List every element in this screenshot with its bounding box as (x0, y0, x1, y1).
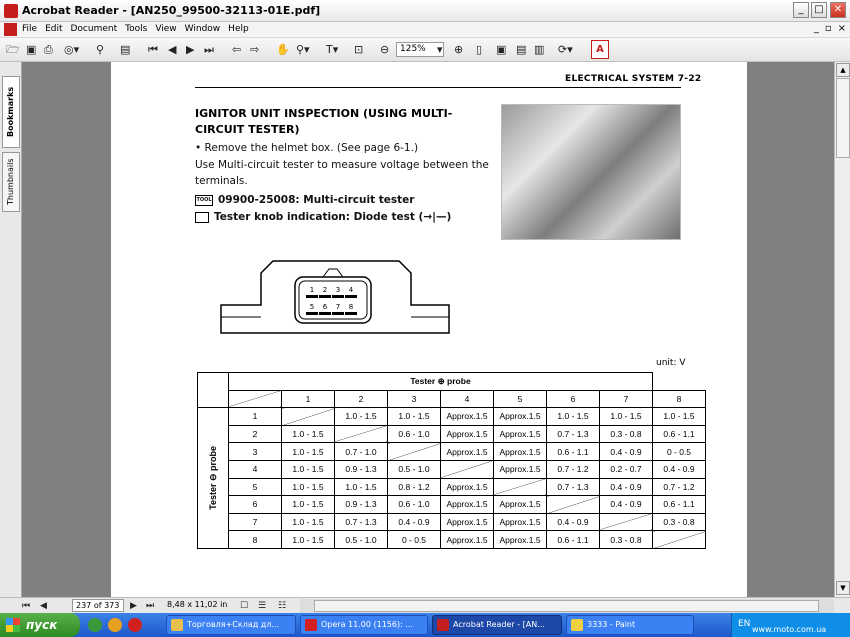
row-header: 5 (229, 478, 282, 496)
adobe-logo-icon[interactable]: A (591, 40, 609, 59)
navigation-panel (0, 62, 22, 597)
table-cell: Approx.1.5 (494, 531, 547, 549)
table-cell: 0.4 - 0.9 (653, 460, 706, 478)
table-cell: Approx.1.5 (494, 443, 547, 461)
scroll-down-icon[interactable]: ▼ (836, 581, 850, 595)
app-icon (171, 619, 183, 631)
table-cell: 0.3 - 0.8 (653, 513, 706, 531)
table-cell: 0.7 - 1.2 (653, 478, 706, 496)
column-header: 7 (600, 390, 653, 408)
table-diagonal-corner (229, 390, 282, 408)
table-cell: 1.0 - 1.5 (282, 531, 335, 549)
title-bar (0, 0, 850, 22)
table-cell: 0.2 - 0.7 (600, 460, 653, 478)
table-row (198, 425, 706, 443)
prev-page-icon[interactable]: ◀ (168, 43, 177, 56)
zoom-field[interactable]: 125% (396, 42, 444, 57)
table-cell (388, 443, 441, 461)
table-cell: 0 - 0.5 (388, 531, 441, 549)
acrobat-task-icon (437, 619, 449, 631)
table-cell: 0.4 - 0.9 (547, 513, 600, 531)
single-page-icon[interactable]: ☐ (240, 601, 249, 611)
column-header: 4 (441, 390, 494, 408)
table-cell: 0.7 - 1.3 (547, 478, 600, 496)
row-header: 8 (229, 531, 282, 549)
minimize-button[interactable]: _ (793, 2, 809, 18)
column-header: 3 (388, 390, 441, 408)
scroll-up-icon[interactable]: ▲ (836, 63, 850, 77)
table-cell: 1.0 - 1.5 (282, 443, 335, 461)
header-rule (195, 87, 681, 88)
table-cell: 1.0 - 1.5 (600, 408, 653, 426)
table-cell: 0.6 - 1.1 (547, 443, 600, 461)
menu-file[interactable]: File (22, 24, 38, 34)
zoom-dropdown-icon[interactable]: ▾ (437, 43, 443, 56)
snapshot-icon[interactable]: ⊡ (354, 43, 364, 56)
vertical-scrollbar[interactable] (834, 62, 850, 597)
column-header: 6 (547, 390, 600, 408)
opera-icon[interactable] (128, 618, 142, 632)
row-header: 2 (229, 425, 282, 443)
zoom-in-icon[interactable]: ⊕ (454, 43, 464, 56)
page-header: ELECTRICAL SYSTEM 7-22 (565, 74, 702, 84)
table-cell: 0.7 - 1.3 (335, 513, 388, 531)
table-cell: Approx.1.5 (494, 513, 547, 531)
menu-bar (0, 22, 850, 38)
doc-minimize-button[interactable]: _ (813, 23, 819, 34)
row-header: 7 (229, 513, 282, 531)
rotate-icon[interactable]: ⟳▾ (558, 43, 573, 56)
table-cell: 0.3 - 0.8 (600, 425, 653, 443)
window-title: Acrobat Reader - [AN250_99500-32113-01E.pdf] (22, 4, 321, 17)
table-cell (600, 513, 653, 531)
table-cell: 1.0 - 1.5 (335, 478, 388, 496)
menu-help[interactable]: Help (228, 24, 249, 34)
instruction-bullet: • Remove the helmet box. (See page 6-1.) (195, 142, 419, 154)
table-cell: Approx.1.5 (494, 460, 547, 478)
table-row (198, 496, 706, 514)
table-cell (282, 408, 335, 426)
knob-text: Tester knob indication: Diode test ( (214, 211, 424, 223)
open-icon[interactable]: 🗁 (6, 43, 20, 56)
table-cell: 0.6 - 1.1 (547, 531, 600, 549)
opera-task-icon (305, 619, 317, 631)
fit-width-icon[interactable]: ▤ (516, 43, 527, 56)
actual-size-icon[interactable]: ▯ (476, 43, 483, 56)
start-button[interactable] (0, 613, 80, 637)
table-row (198, 443, 706, 461)
table-cell (494, 478, 547, 496)
menu-window[interactable]: Window (184, 24, 221, 34)
horizontal-scrollbar[interactable] (300, 599, 834, 613)
instruction-paragraph: Use Multi-circuit tester to measure voltage between the terminals. (195, 159, 489, 187)
tool-line (195, 192, 414, 208)
tool-icon: TOOL (195, 195, 213, 206)
task-opera[interactable] (300, 615, 428, 635)
paint-icon (571, 619, 583, 631)
table-cell: 0.4 - 0.9 (388, 513, 441, 531)
table-cell: Approx.1.5 (441, 478, 494, 496)
windows-flag-icon (6, 618, 20, 632)
task-label: Торговля+Склад дл... (187, 620, 280, 629)
close-button[interactable]: ✕ (830, 2, 846, 18)
column-header: 2 (335, 390, 388, 408)
maximize-button[interactable]: □ (811, 2, 827, 18)
status-bar (0, 597, 850, 613)
zoom-tool-icon[interactable]: ⚲▾ (296, 43, 310, 56)
row-header: 3 (229, 443, 282, 461)
section-title: IGNITOR UNIT INSPECTION (USING MULTI-CIRCUIT TESTER) (195, 107, 453, 136)
print-icon[interactable]: ⎙ (44, 43, 53, 56)
table-cell: 0.9 - 1.3 (335, 496, 388, 514)
table-cell: 0.6 - 1.1 (653, 425, 706, 443)
last-page-status-icon[interactable]: ⏭ (146, 601, 155, 611)
unit-label: unit: V (656, 358, 686, 368)
bookmark-pane-icon[interactable]: ▤ (120, 43, 131, 56)
table-cell: Approx.1.5 (441, 408, 494, 426)
table-cell: 1.0 - 1.5 (388, 408, 441, 426)
table-cell: 0 - 0.5 (653, 443, 706, 461)
pin-8-label: 8 (348, 303, 354, 311)
row-header: 1 (229, 408, 282, 426)
hand-tool-icon[interactable]: ✋ (276, 43, 290, 56)
task-label: Acrobat Reader - [AN... (453, 620, 545, 629)
table-row (198, 478, 706, 496)
go-back-icon[interactable]: ⇦ (232, 43, 242, 56)
menu-view[interactable]: View (155, 24, 177, 34)
table-cell: 0.3 - 0.8 (600, 531, 653, 549)
task-label: 3333 - Paint (587, 620, 636, 629)
document-icon[interactable] (4, 23, 17, 36)
knob-tail: ) (446, 211, 452, 223)
pin-4-label: 4 (348, 286, 354, 294)
table-cell: 1.0 - 1.5 (282, 478, 335, 496)
pin-5-label: 5 (309, 303, 315, 311)
pin-7-label: 7 (335, 303, 341, 311)
facing-icon[interactable]: ☷ (278, 601, 287, 611)
plus-probe-header: Tester ⊕ probe (229, 373, 653, 391)
table-cell: 0.6 - 1.1 (653, 496, 706, 514)
table-cell: Approx.1.5 (441, 496, 494, 514)
table-cell: 0.5 - 1.0 (388, 460, 441, 478)
find-icon[interactable]: ⚲ (96, 43, 105, 56)
first-page-icon[interactable]: ⏮ (148, 43, 158, 56)
prev-page-status-icon[interactable]: ◀ (40, 601, 47, 611)
doc-restore-button[interactable]: ▫ (824, 23, 832, 34)
toolbar (0, 38, 850, 62)
pdf-page (111, 62, 747, 597)
table-cell (335, 425, 388, 443)
table-cell: Approx.1.5 (441, 513, 494, 531)
table-cell: 0.6 - 1.0 (388, 496, 441, 514)
table-cell: 0.4 - 0.9 (600, 496, 653, 514)
table-cell: 0.9 - 1.3 (335, 460, 388, 478)
next-page-status-icon[interactable]: ▶ (130, 601, 137, 611)
voltage-table (197, 372, 706, 549)
table-row (198, 460, 706, 478)
table-cell (441, 460, 494, 478)
menu-document[interactable]: Document (70, 24, 118, 34)
tab-thumbnails[interactable]: Thumbnails (2, 152, 20, 212)
task-label: Opera 11.00 (1156): ... (321, 620, 413, 629)
pin-1-label: 1 (309, 286, 315, 294)
pin-3-label: 3 (335, 286, 341, 294)
row-header: 4 (229, 460, 282, 478)
table-row (198, 408, 706, 426)
language-indicator[interactable]: EN (738, 619, 751, 629)
table-cell: 0.6 - 1.0 (388, 425, 441, 443)
continuous-icon[interactable]: ☰ (258, 601, 267, 611)
table-cell: 1.0 - 1.5 (282, 496, 335, 514)
diode-symbol-icon: →|— (423, 211, 447, 223)
page-size-label: 8,48 x 11,02 in (167, 600, 228, 609)
tool-code: 09900-25008: Multi-circuit tester (218, 194, 415, 206)
text-select-icon[interactable]: T▾ (326, 43, 339, 56)
doc-close-button[interactable]: × (837, 23, 846, 34)
table-cell: 0.7 - 1.3 (547, 425, 600, 443)
minus-probe-header (198, 408, 229, 549)
menu-edit[interactable]: Edit (45, 24, 63, 34)
row-header: 6 (229, 496, 282, 514)
fit-page-icon[interactable]: ▣ (496, 43, 507, 56)
table-cell (653, 531, 706, 549)
zoom-out-icon[interactable]: ⊖ (380, 43, 390, 56)
task-paint[interactable] (566, 615, 694, 635)
table-cell: Approx.1.5 (494, 425, 547, 443)
horizontal-scroll-thumb[interactable] (314, 600, 819, 612)
table-cell: 0.7 - 1.0 (335, 443, 388, 461)
watermark: www.moto.com.ua (752, 625, 827, 634)
chrome-icon[interactable] (108, 618, 122, 632)
table-cell: 0.5 - 1.0 (335, 531, 388, 549)
tab-bookmarks[interactable]: Bookmarks (2, 76, 20, 148)
connector-diagram (219, 257, 453, 341)
pin-2-label: 2 (322, 286, 328, 294)
table-cell: Approx.1.5 (494, 408, 547, 426)
table-cell: 1.0 - 1.5 (653, 408, 706, 426)
table-cell: 0.4 - 0.9 (600, 478, 653, 496)
table-row (198, 531, 706, 549)
email-icon[interactable]: ◎▾ (64, 43, 80, 56)
table-corner (198, 373, 229, 408)
column-header: 5 (494, 390, 547, 408)
table-cell: 1.0 - 1.5 (282, 460, 335, 478)
last-page-icon[interactable]: ⏭ (204, 43, 214, 56)
table-cell: 0.8 - 1.2 (388, 478, 441, 496)
column-header: 1 (282, 390, 335, 408)
table-cell: 1.0 - 1.5 (282, 513, 335, 531)
table-cell: 1.0 - 1.5 (547, 408, 600, 426)
start-label: пуск (26, 618, 58, 632)
pin-6-label: 6 (322, 303, 328, 311)
document-viewport[interactable] (22, 62, 834, 597)
table-cell (547, 496, 600, 514)
go-forward-icon[interactable]: ⇨ (250, 43, 260, 56)
taskbar (0, 613, 850, 637)
system-tray (731, 613, 850, 637)
save-icon[interactable]: ▣ (26, 43, 37, 56)
acrobat-app-icon[interactable] (4, 4, 18, 18)
table-row (198, 513, 706, 531)
table-cell: 1.0 - 1.5 (335, 408, 388, 426)
table-cell: 0.4 - 0.9 (600, 443, 653, 461)
page-number-field[interactable]: 237 of 373 (72, 599, 124, 612)
task-torgovlya[interactable] (166, 615, 296, 635)
column-header: 8 (653, 390, 706, 408)
skype-icon[interactable] (88, 618, 102, 632)
first-page-status-icon[interactable]: ⏮ (22, 601, 31, 611)
ignitor-photo (501, 104, 681, 240)
table-cell: 0.7 - 1.2 (547, 460, 600, 478)
tester-icon (195, 212, 209, 223)
table-cell: Approx.1.5 (494, 496, 547, 514)
table-cell: Approx.1.5 (441, 425, 494, 443)
menu-tools[interactable]: Tools (125, 24, 148, 34)
table-cell: Approx.1.5 (441, 531, 494, 549)
next-page-icon[interactable]: ▶ (186, 43, 195, 56)
table-cell: 1.0 - 1.5 (282, 425, 335, 443)
knob-line (195, 209, 451, 225)
minus-probe-label: Tester ⊖ probe (208, 446, 218, 510)
scroll-thumb[interactable] (836, 78, 850, 158)
reflow-icon[interactable]: ▥ (534, 43, 545, 56)
task-acrobat[interactable] (432, 615, 562, 635)
table-cell: Approx.1.5 (441, 443, 494, 461)
